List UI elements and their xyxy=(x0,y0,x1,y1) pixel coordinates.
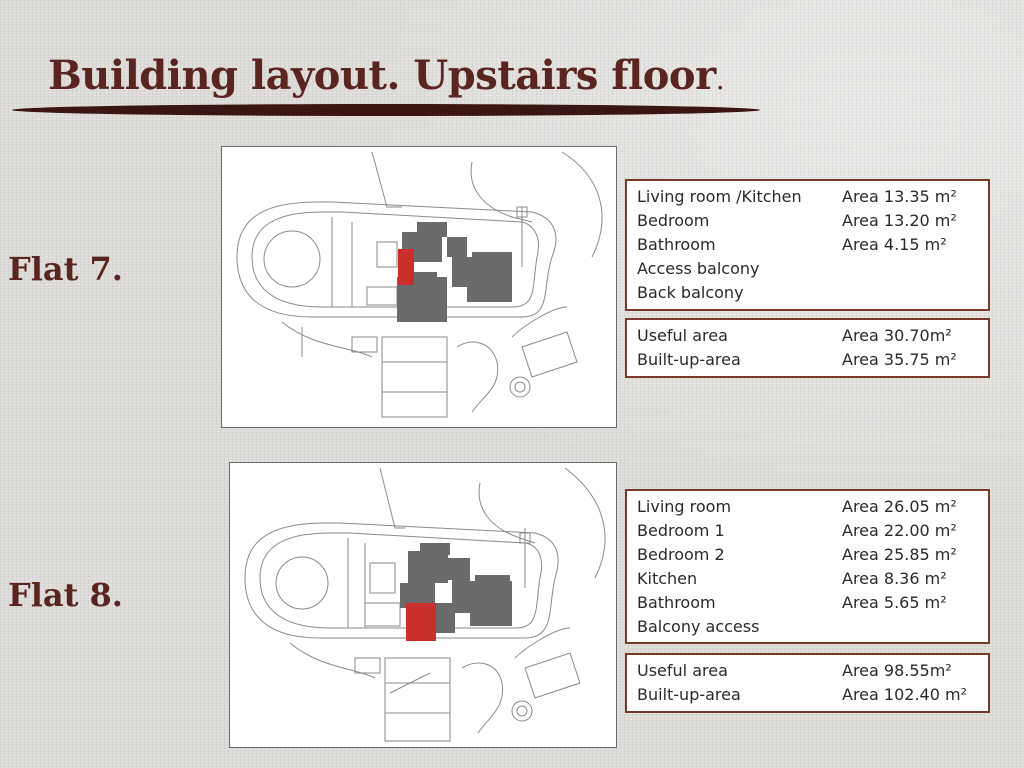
flat8-totals-table xyxy=(625,653,990,713)
total-area: Area 102.40 m² xyxy=(842,685,967,704)
room-row xyxy=(637,567,978,591)
total-name: Useful area xyxy=(637,661,728,680)
room-row xyxy=(637,257,978,281)
room-row xyxy=(637,615,978,639)
flat7-site-plan xyxy=(221,146,617,428)
total-name: Built-up-area xyxy=(637,685,741,704)
flat8-label: Flat 8. xyxy=(8,576,123,614)
room-row xyxy=(637,281,978,305)
room-name: Living room /Kitchen xyxy=(637,187,802,206)
room-area xyxy=(842,281,978,305)
flat7-label: Flat 7. xyxy=(8,250,123,288)
room-area: Area 8.36 m² xyxy=(842,569,947,588)
room-name: Back balcony xyxy=(637,283,744,302)
room-area: Area 13.35 m² xyxy=(842,187,957,206)
room-area xyxy=(842,615,978,639)
room-row xyxy=(637,185,978,209)
total-row xyxy=(637,683,978,707)
room-name: Access balcony xyxy=(637,259,760,278)
room-name: Bathroom xyxy=(637,593,716,612)
room-name: Balcony access xyxy=(637,617,760,636)
room-name: Living room xyxy=(637,497,732,516)
total-row xyxy=(637,324,978,348)
total-row xyxy=(637,348,978,372)
total-row xyxy=(637,659,978,683)
flat7-rooms-table xyxy=(625,179,990,311)
flat8-rooms-table xyxy=(625,489,990,644)
room-row xyxy=(637,519,978,543)
total-area: Area 98.55m² xyxy=(842,661,952,680)
total-area: Area 30.70m² xyxy=(842,326,952,345)
room-name: Kitchen xyxy=(637,569,698,588)
flat7-site-plan-drawing xyxy=(222,147,616,427)
room-area: Area 13.20 m² xyxy=(842,211,957,230)
room-name: Bathroom xyxy=(637,235,716,254)
flat8-site-plan-drawing xyxy=(230,463,616,747)
flat7-totals-table xyxy=(625,318,990,378)
slide-title-period: . xyxy=(715,63,725,96)
total-area: Area 35.75 m² xyxy=(842,350,957,369)
room-row xyxy=(637,233,978,257)
room-area xyxy=(842,257,978,281)
room-area: Area 22.00 m² xyxy=(842,521,957,540)
slide-title-text: Building layout. Upstairs floor xyxy=(48,52,716,99)
room-row xyxy=(637,591,978,615)
flat8-site-plan xyxy=(229,462,617,748)
title-underline xyxy=(10,102,762,118)
room-name: Bedroom 2 xyxy=(637,545,725,564)
room-name: Bedroom xyxy=(637,211,710,230)
room-area: Area 26.05 m² xyxy=(842,497,957,516)
total-name: Built-up-area xyxy=(637,350,741,369)
slide-title xyxy=(48,52,724,99)
room-row xyxy=(637,495,978,519)
room-row xyxy=(637,543,978,567)
room-area: Area 5.65 m² xyxy=(842,593,947,612)
room-name: Bedroom 1 xyxy=(637,521,725,540)
total-name: Useful area xyxy=(637,326,728,345)
room-row xyxy=(637,209,978,233)
room-area: Area 25.85 m² xyxy=(842,545,957,564)
room-area: Area 4.15 m² xyxy=(842,235,947,254)
